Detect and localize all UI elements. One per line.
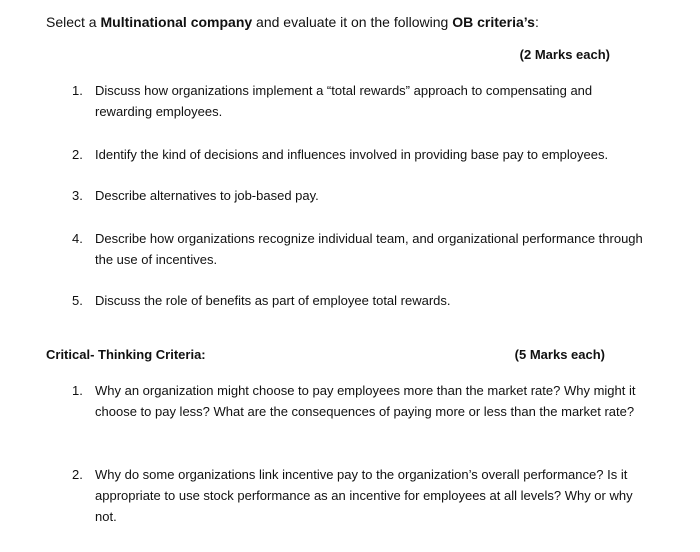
ob-item-1: [72, 80, 652, 122]
intro-prefix: Select a: [46, 14, 101, 30]
ob-item-text: Discuss how organizations implement a “total rewards” approach to compensating and rewarding employees.: [95, 83, 593, 119]
ct-item-number: 2.: [72, 467, 83, 482]
ob-item-number: 3.: [72, 188, 83, 203]
ob-item-number: 1.: [72, 83, 83, 98]
intro-company: Multinational company: [100, 14, 253, 30]
ob-item-text: Describe how organizations recognize individual team, and organizational performance through the use of incentives.: [95, 231, 643, 267]
ob-item-number: 5.: [72, 293, 83, 308]
ob-item-4: [72, 228, 652, 270]
intro-middle: and evaluate it on the following: [252, 14, 453, 30]
ob-marks-label: (2 Marks each): [519, 47, 610, 62]
ct-item-text: Why an organization might choose to pay employees more than the market rate? Why might it choose to pay less? What are the consequences of paying more or less than the market rate?: [95, 383, 636, 419]
ob-item-number: 4.: [72, 231, 83, 246]
ob-item-number: 2.: [72, 147, 83, 162]
ct-marks-label: (5 Marks each): [514, 347, 605, 362]
ob-item-5: [72, 290, 652, 311]
ct-item-number: 1.: [72, 383, 83, 398]
ob-item-3: [72, 185, 652, 206]
ct-item-text: Why do some organizations link incentive pay to the organization’s overall performance? Is it appropriate to use stock performance as an incentive for employees at all levels? Why or why not.: [95, 467, 633, 524]
intro-line: [46, 11, 539, 33]
intro-suffix: :: [534, 14, 539, 30]
ob-item-text: Describe alternatives to job-based pay.: [95, 188, 319, 203]
ct-item-1: [72, 380, 652, 422]
ob-item-text: Identify the kind of decisions and influences involved in providing base pay to employees.: [95, 147, 609, 162]
intro-criteria: OB criteria’s: [452, 14, 535, 30]
ob-item-2: [72, 144, 652, 165]
ob-item-text: Discuss the role of benefits as part of employee total rewards.: [95, 293, 451, 308]
ct-item-2: [72, 464, 652, 527]
critical-thinking-heading: Critical- Thinking Criteria:: [46, 347, 206, 362]
